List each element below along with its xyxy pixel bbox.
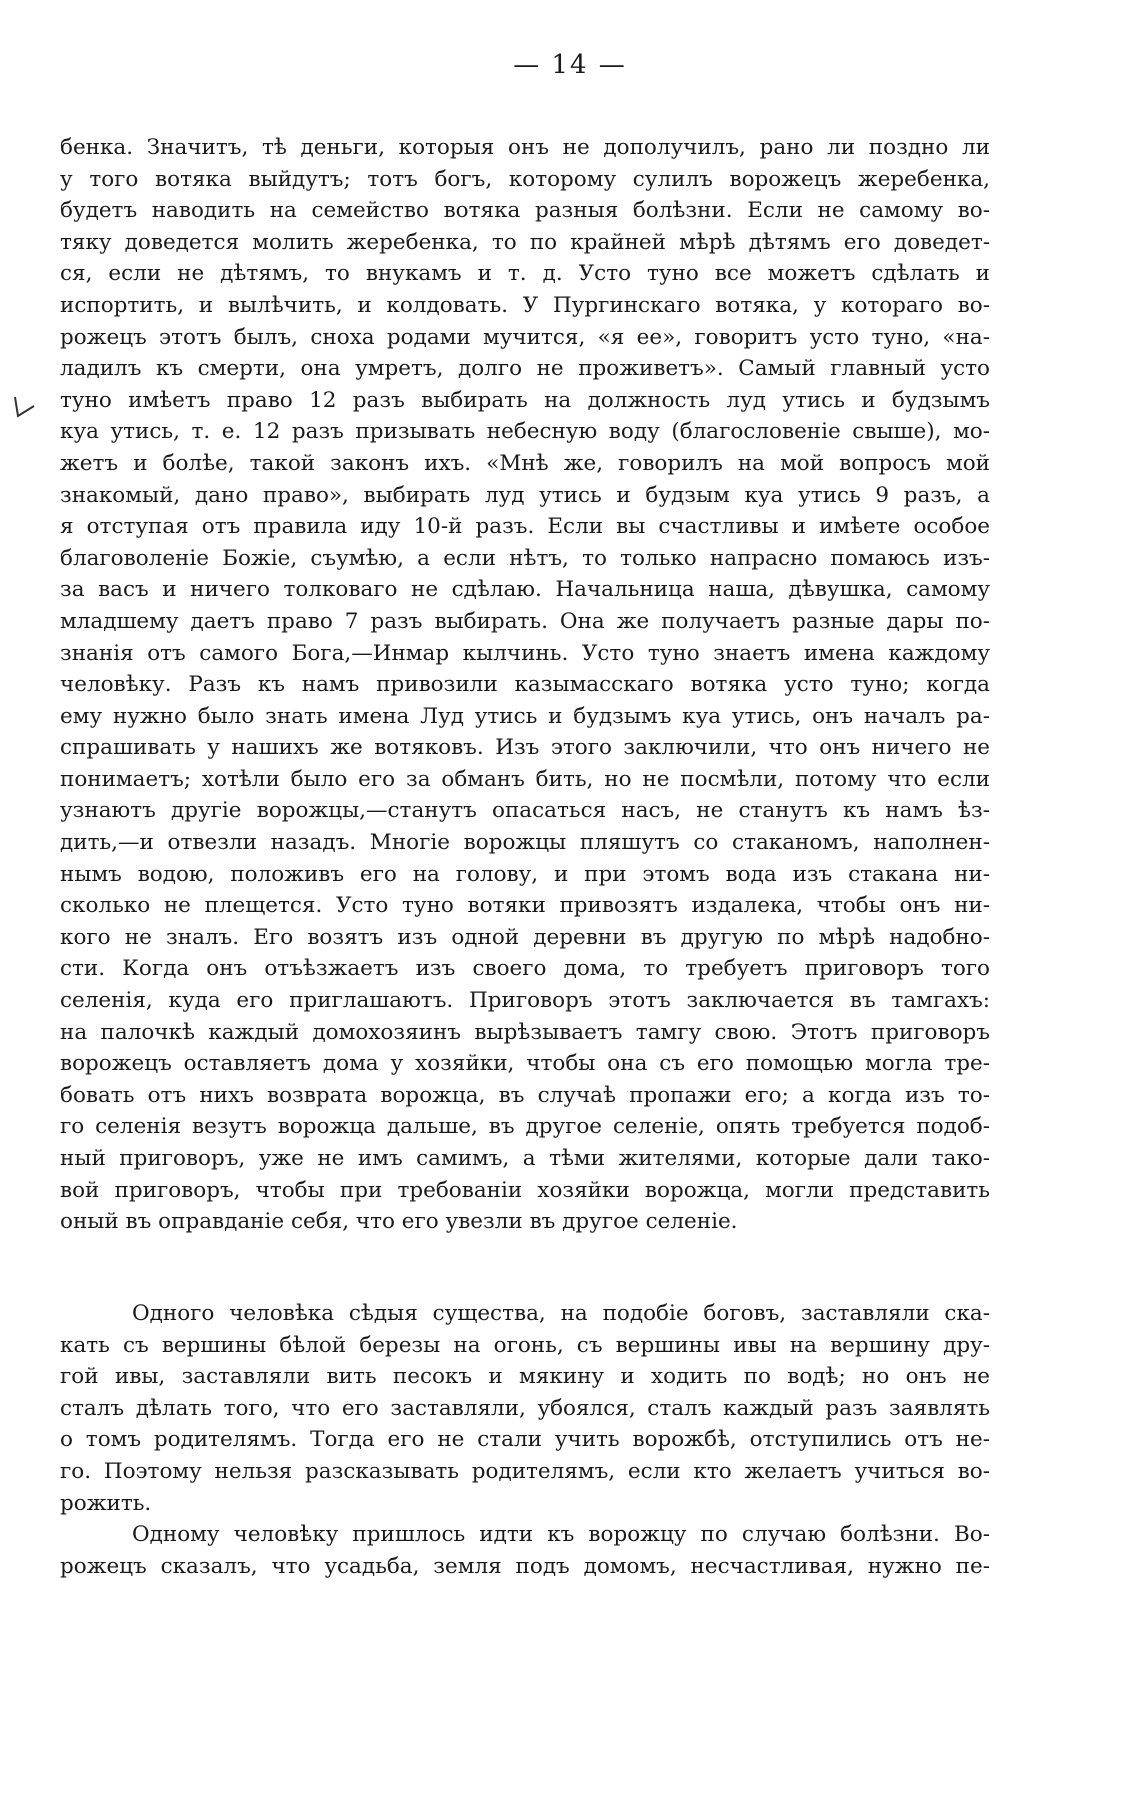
text-line: спрашивать у нашихъ же вотяковъ. Изъ этого заключили, что онъ ничего не — [60, 735, 990, 761]
text-line: го селенія везутъ ворожца дальше, въ другое селеніе, опять требуется подоб- — [60, 1114, 990, 1140]
text-line: туно имѣетъ право 12 разъ выбирать на должность луд утись и будзымъ — [60, 387, 990, 413]
text-line: на палочкѣ каждый домохозяинъ вырѣзываетъ тамгу свою. Этотъ приговоръ — [60, 1019, 990, 1045]
text-line: жетъ и болѣе, такой законъ ихъ. «Мнѣ же, говорилъ на мой вопросъ мой — [60, 450, 990, 476]
paragraph-2 — [60, 1298, 990, 1519]
text-line: младшему даетъ право 7 разъ выбирать. Она же получаетъ разные дары по- — [60, 608, 990, 634]
text-line: благоволеніе Божіе, съумѣю, а если нѣтъ, то только напрасно помаюсь изъ- — [60, 545, 990, 571]
paragraph-1 — [60, 132, 990, 1238]
text-line: селенія, куда его приглашаютъ. Приговоръ этотъ заключается въ тамгахъ: — [60, 988, 990, 1014]
text-line: ладилъ къ смерти, она умретъ, долго не проживетъ». Самый главный усто — [60, 356, 990, 382]
text-line: человѣку. Разъ къ намъ привозили казымасскаго вотяка усто туно; когда — [60, 672, 990, 698]
text-line: ся, если не дѣтямъ, то внукамъ и т. д. Усто туно все можетъ сдѣлать и — [60, 261, 990, 287]
text-line: я отступая отъ правила иду 10-й разъ. Если вы счастливы и имѣете особое — [60, 514, 990, 540]
text-line: за васъ и ничего толковаго не сдѣлаю. Начальница наша, дѣвушка, самому — [60, 577, 990, 603]
text-line: у того вотяка выйдутъ; тотъ богъ, которому сулилъ ворожецъ жеребенка, — [60, 166, 990, 192]
text-line: нымъ водою, положивъ его на голову, и при этомъ вода изъ стакана ни- — [60, 861, 990, 887]
text-line: бенка. Значитъ, тѣ деньги, которыя онъ не дополучилъ, рано ли поздно ли — [60, 135, 990, 160]
text-line: испортить, и вылѣчить, и колдовать. У Пургинскаго вотяка, у котораго во- — [60, 292, 990, 318]
text-line: понимаетъ; хотѣли было его за обманъ бить, но не посмѣли, потому что если — [60, 766, 990, 792]
text-line: кого не зналъ. Его возятъ изъ одной деревни въ другую по мѣрѣ надобно- — [60, 924, 990, 950]
text-line: сти. Когда онъ отъѣзжаетъ изъ своего дома, то требуетъ приговоръ того — [60, 956, 990, 982]
text-line: знакомый, дано право», выбирать луд утись и будзым куа утись 9 разъ, а — [60, 482, 990, 508]
text-line: Одного человѣка сѣдыя существа, на подобіе боговъ, заставляли ска- — [132, 1301, 990, 1326]
text-line: сталъ дѣлать того, что его заставляли, убоялся, сталъ каждый разъ заявлять — [60, 1395, 990, 1421]
text-line: Одному человѣку пришлось идти къ ворожцу по случаю болѣзни. Во- — [132, 1522, 990, 1547]
text-line: куа утись, т. е. 12 разъ призывать небесную воду (благословеніе свыше), мо- — [60, 419, 990, 445]
pencil-tick-mark — [12, 394, 38, 420]
paragraph-3 — [60, 1519, 990, 1582]
text-line: бовать отъ нихъ возврата ворожца, въ случаѣ пропажи его; а когда изъ то- — [60, 1082, 990, 1108]
text-line: кать съ вершины бѣлой березы на огонь, съ вершины ивы на вершину дру- — [60, 1332, 990, 1358]
text-line: сколько не плещется. Усто туно вотяки привозятъ издалека, чтобы онъ ни- — [60, 893, 990, 919]
text-line: рожецъ этотъ былъ, сноха родами мучится, «я ее», говоритъ усто туно, «на- — [60, 324, 990, 350]
text-line: о томъ родителямъ. Тогда его не стали учить ворожбѣ, отступились отъ не- — [60, 1427, 990, 1453]
text-line: узнаютъ другіе ворожцы,—станутъ опасаться насъ, не станутъ къ намъ ѣз- — [60, 798, 990, 824]
text-line: го. Поэтому нельзя разсказывать родителямъ, если кто желаетъ учиться во- — [60, 1458, 990, 1484]
text-line: гой ивы, заставляли вить песокъ и мякину и ходить по водѣ; но онъ не — [60, 1364, 990, 1390]
page-number: — 14 — — [513, 50, 627, 80]
text-line: рожить. — [60, 1490, 152, 1516]
text-line: оный въ оправданіе себя, что его увезли въ другое селеніе. — [60, 1209, 738, 1235]
text-line: ный приговоръ, уже не имъ самимъ, а тѣми жителями, которые дали тако- — [60, 1146, 990, 1171]
text-line: ворожецъ оставляетъ дома у хозяйки, чтобы она съ его помощью могла тре- — [60, 1051, 990, 1077]
text-line: тяку доведется молить жеребенка, то по крайней мѣрѣ дѣтямъ его доведет- — [60, 229, 990, 255]
text-line: знанія отъ самого Бога,—Инмар кылчинь. Усто туно знаетъ имена каждому — [60, 640, 990, 666]
text-line: вой приговоръ, чтобы при требованіи хозяйки ворожца, могли представить — [60, 1177, 990, 1203]
text-line: рожецъ сказалъ, что усадьба, земля подъ домомъ, несчастливая, нужно пе- — [60, 1553, 990, 1579]
text-line: дить,—и отвезли назадъ. Многіе ворожцы пляшутъ со стаканомъ, наполнен- — [60, 830, 990, 856]
text-line: ему нужно было знать имена Луд утись и будзымъ куа утись, онъ началъ ра- — [60, 703, 990, 729]
text-line: будетъ наводить на семейство вотяка разныя болѣзни. Если не самому во- — [60, 198, 990, 224]
